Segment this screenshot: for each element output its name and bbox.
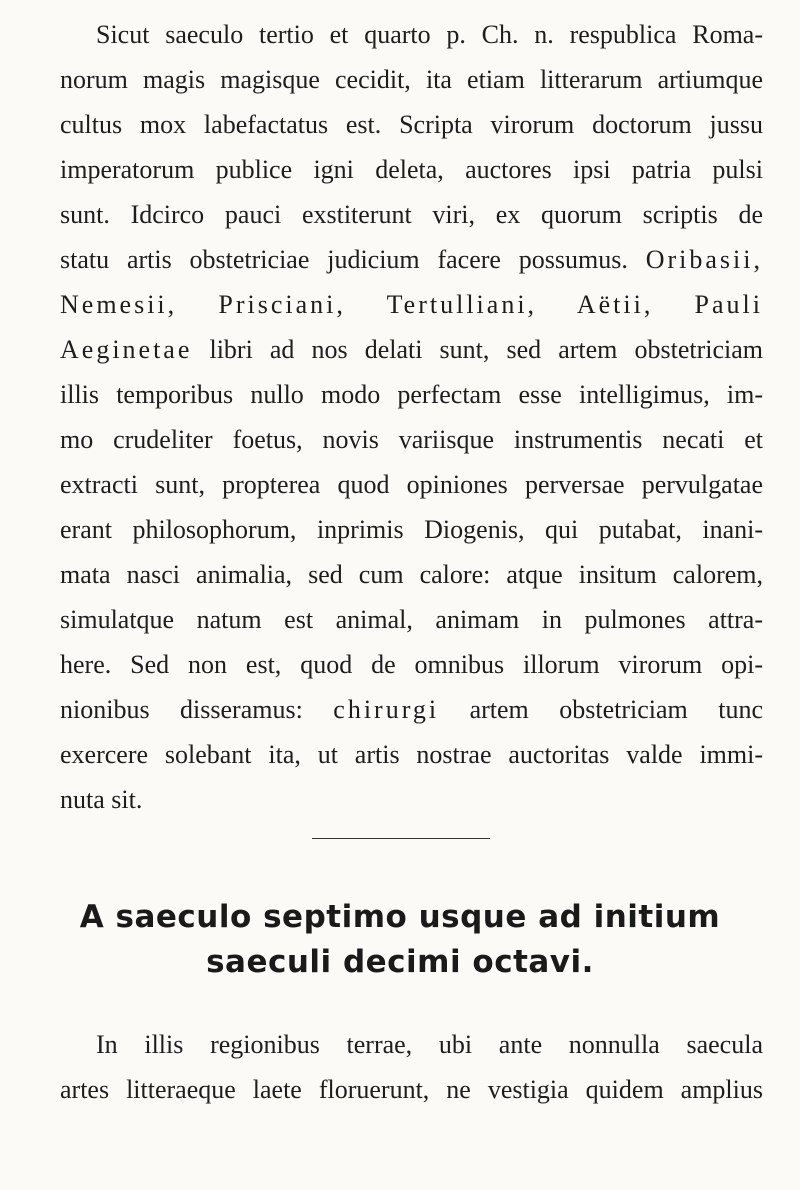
spaced-name: Oribasii, [645, 245, 763, 274]
text-line: mata nasci animalia, sed cum calore: atque insitum calorem, [60, 560, 763, 589]
text-line [60, 695, 763, 725]
section-heading: A saeculo septimo usque ad initium [79, 899, 721, 935]
section-heading: saeculi decimi octavi. [206, 944, 594, 980]
text-line: extracti sunt, propterea quod opiniones perversae pervulgatae [60, 470, 763, 499]
spaced-name: Aeginetae [60, 335, 193, 364]
spaced-name: chirurgi [333, 695, 440, 724]
text-line: artes litteraeque laete floruerunt, ne vestigia quidem amplius [60, 1075, 763, 1104]
text-line [60, 245, 763, 275]
text-line: Sicut saeculo tertio et quarto p. Ch. n. respublica Roma- [96, 20, 763, 49]
text-segment: nionibus disseramus: [60, 695, 303, 724]
text-line: simulatque natum est animal, animam in pulmones attra- [60, 605, 763, 634]
text-line: here. Sed non est, quod de omnibus illorum virorum opi- [60, 650, 763, 679]
text-line: nuta sit. [60, 785, 143, 814]
text-line: cultus mox labefactatus est. Scripta virorum doctorum jussu [60, 110, 763, 139]
text-line [60, 335, 763, 365]
text-line: sunt. Idcirco pauci exstiterunt viri, ex quorum scriptis de [60, 200, 763, 229]
text-line: exercere solebant ita, ut artis nostrae auctoritas valde immi- [60, 740, 763, 769]
text-line: illis temporibus nullo modo perfectam esse intelligimus, im- [60, 380, 763, 409]
text-line: In illis regionibus terrae, ubi ante nonnulla saecula [96, 1030, 763, 1059]
text-line: mo crudeliter foetus, novis variisque instrumentis necati et [60, 425, 763, 454]
section-divider [312, 838, 490, 839]
text-segment: artem obstetriciam tunc [469, 695, 763, 724]
text-line: imperatorum publice igni deleta, auctores ipsi patria pulsi [60, 155, 763, 184]
text-segment: statu artis obstetriciae judicium facere possumus. [60, 245, 628, 274]
text-line: erant philosophorum, inprimis Diogenis, qui putabat, inani- [60, 515, 763, 544]
text-segment: libri ad nos delati sunt, sed artem obstetriciam [209, 335, 763, 364]
spaced-names-line: Nemesii, Prisciani, Tertulliani, Aëtii, Pauli [60, 290, 763, 319]
text-line: norum magis magisque cecidit, ita etiam litterarum artiumque [60, 65, 763, 94]
